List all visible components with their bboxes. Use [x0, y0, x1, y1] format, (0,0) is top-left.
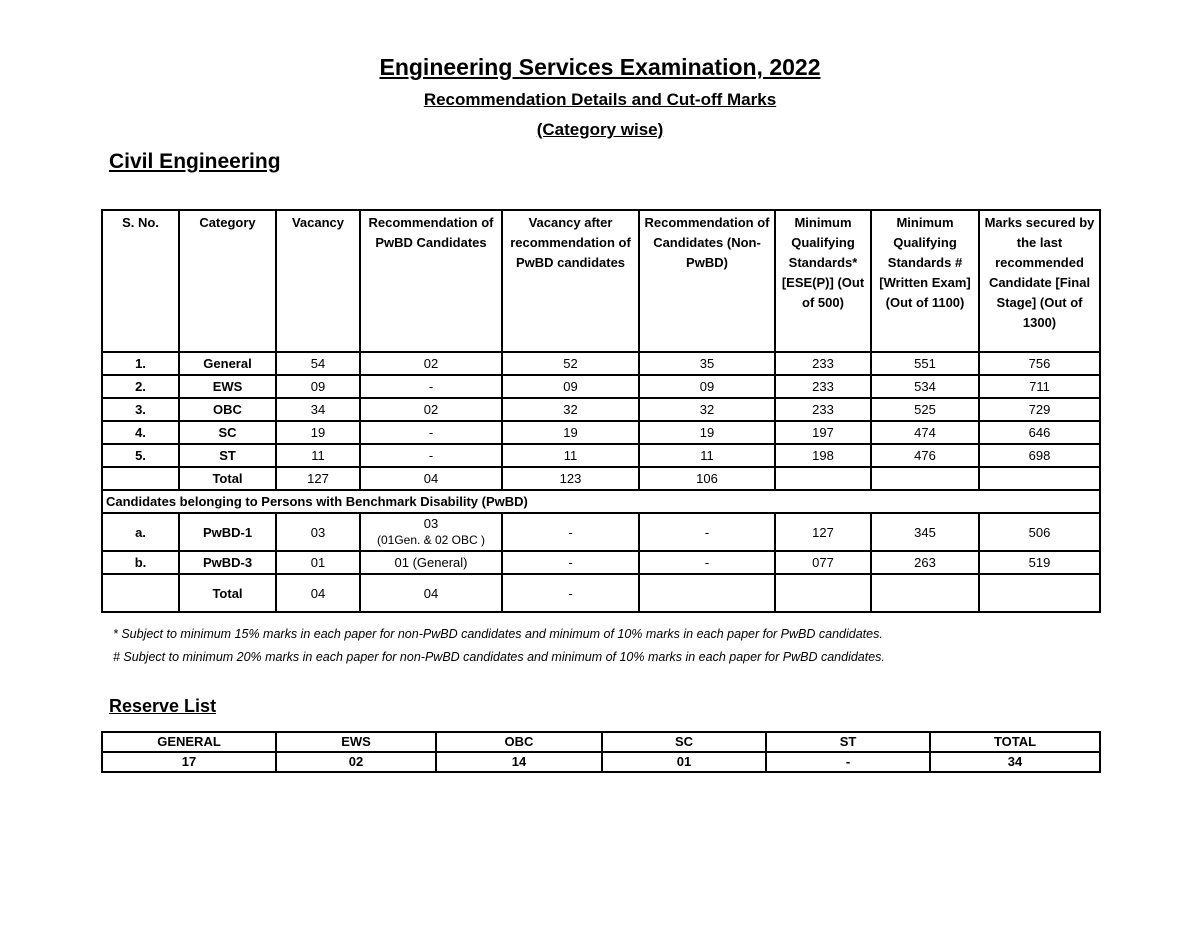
cell: 198 [775, 444, 871, 467]
cell [979, 574, 1100, 612]
footnote-asterisk: * Subject to minimum 15% marks in each paper for non-PwBD candidates and minimum of 10% marks in each paper for PwBD candidates. [113, 627, 883, 641]
cell: 506 [979, 513, 1100, 551]
cell: Total [179, 467, 276, 490]
table-row [102, 375, 1100, 398]
cell: 35 [639, 352, 775, 375]
cell: - [502, 551, 639, 574]
cell: 4. [102, 421, 179, 444]
cell: 02 [360, 398, 502, 421]
cell: OBC [179, 398, 276, 421]
reserve-header: EWS [276, 732, 436, 752]
cell: b. [102, 551, 179, 574]
cell: Total [179, 574, 276, 612]
table-row [102, 398, 1100, 421]
header-marks-last: Marks secured by the last recommended Candidate [Final Stage] (Out of 1300) [979, 210, 1100, 352]
reserve-header: TOTAL [930, 732, 1100, 752]
cell [102, 467, 179, 490]
cell [775, 574, 871, 612]
cell: 2. [102, 375, 179, 398]
reserve-list-title: Reserve List [109, 696, 217, 716]
cell [102, 574, 179, 612]
rec-line-1: 03 [423, 516, 439, 531]
header-vacancy: Vacancy [276, 210, 360, 352]
cell: 04 [360, 467, 502, 490]
footnote-hash: # Subject to minimum 20% marks in each paper for non-PwBD candidates and minimum of 10% marks in each paper for PwBD candidates. [113, 650, 885, 664]
cell: PwBD-1 [179, 513, 276, 551]
cell: 1. [102, 352, 179, 375]
cell: 534 [871, 375, 979, 398]
cell: 756 [979, 352, 1100, 375]
cell [871, 574, 979, 612]
cell: 09 [276, 375, 360, 398]
cell: 551 [871, 352, 979, 375]
cell: 233 [775, 352, 871, 375]
header-category: Category [179, 210, 276, 352]
cell: 11 [639, 444, 775, 467]
cell: PwBD-3 [179, 551, 276, 574]
cell: 711 [979, 375, 1100, 398]
cell: 3. [102, 398, 179, 421]
reserve-value: 34 [930, 752, 1100, 772]
pwbd-heading-row [102, 490, 1100, 513]
cell: 09 [502, 375, 639, 398]
cell: 525 [871, 398, 979, 421]
cell: 02 [360, 352, 502, 375]
cell: 52 [502, 352, 639, 375]
reserve-value: 02 [276, 752, 436, 772]
cutoff-table [101, 209, 1101, 613]
cell: 476 [871, 444, 979, 467]
cell: ST [179, 444, 276, 467]
reserve-header: OBC [436, 732, 602, 752]
table-row [102, 513, 1100, 551]
cell: a. [102, 513, 179, 551]
header-sno: S. No. [102, 210, 179, 352]
reserve-value: 01 [602, 752, 766, 772]
cell: 729 [979, 398, 1100, 421]
reserve-value-row [102, 752, 1100, 772]
cell: 19 [639, 421, 775, 444]
cell: - [639, 513, 775, 551]
cell: 19 [276, 421, 360, 444]
reserve-value: 17 [102, 752, 276, 772]
cell: 345 [871, 513, 979, 551]
cell: SC [179, 421, 276, 444]
header-rec-pwbd: Recommendation of PwBD Candidates [360, 210, 502, 352]
total-row [102, 467, 1100, 490]
cell: 077 [775, 551, 871, 574]
cell: 263 [871, 551, 979, 574]
cell: - [360, 444, 502, 467]
reserve-value: 14 [436, 752, 602, 772]
cell: - [502, 513, 639, 551]
cell: 11 [502, 444, 639, 467]
cell [360, 513, 502, 551]
header-mqs-written: Minimum Qualifying Standards # [Written Exam] (Out of 1100) [871, 210, 979, 352]
cell: 233 [775, 375, 871, 398]
table-row [102, 421, 1100, 444]
cell: 04 [360, 574, 502, 612]
page-title: Engineering Services Examination, 2022 [379, 54, 821, 80]
cell: 32 [502, 398, 639, 421]
reserve-header-row [102, 732, 1100, 752]
cell: 01 [276, 551, 360, 574]
cell: 5. [102, 444, 179, 467]
cell: EWS [179, 375, 276, 398]
cell: 127 [775, 513, 871, 551]
table-row [102, 352, 1100, 375]
cell: 106 [639, 467, 775, 490]
cell: 127 [276, 467, 360, 490]
page-subtitle-category: (Category wise) [536, 120, 664, 139]
cell: General [179, 352, 276, 375]
cell: 519 [979, 551, 1100, 574]
cell: - [360, 375, 502, 398]
reserve-table [101, 731, 1101, 773]
cell: - [360, 421, 502, 444]
cell: 04 [276, 574, 360, 612]
cell [775, 467, 871, 490]
section-heading: Civil Engineering [109, 150, 281, 173]
cell: 32 [639, 398, 775, 421]
cell: 54 [276, 352, 360, 375]
cell: - [639, 551, 775, 574]
cell: 233 [775, 398, 871, 421]
header-vacancy-after: Vacancy after recommendation of PwBD candidates [502, 210, 639, 352]
cell: - [502, 574, 639, 612]
table-row [102, 444, 1100, 467]
reserve-header: SC [602, 732, 766, 752]
pwbd-total-row [102, 574, 1100, 612]
cell: 11 [276, 444, 360, 467]
cell [979, 467, 1100, 490]
cell: 34 [276, 398, 360, 421]
cell: 19 [502, 421, 639, 444]
header-rec-non-pwbd: Recommendation of Candidates (Non-PwBD) [639, 210, 775, 352]
cell [871, 467, 979, 490]
reserve-header: ST [766, 732, 930, 752]
cell: 03 [276, 513, 360, 551]
pwbd-heading: Candidates belonging to Persons with Benchmark Disability (PwBD) [102, 490, 1100, 513]
cell: 123 [502, 467, 639, 490]
cell: 474 [871, 421, 979, 444]
reserve-header: GENERAL [102, 732, 276, 752]
cell [639, 574, 775, 612]
table-header-row [102, 210, 1100, 352]
page-subtitle: Recommendation Details and Cut-off Marks [423, 90, 777, 109]
cell: 197 [775, 421, 871, 444]
reserve-value: - [766, 752, 930, 772]
cell: 01 (General) [360, 551, 502, 574]
cell: 09 [639, 375, 775, 398]
cell: 698 [979, 444, 1100, 467]
cell: 646 [979, 421, 1100, 444]
rec-line-2: (01Gen. & 02 OBC ) [376, 533, 486, 547]
header-mqs-prelim: Minimum Qualifying Standards* [ESE(P)] (Out of 500) [775, 210, 871, 352]
table-row [102, 551, 1100, 574]
